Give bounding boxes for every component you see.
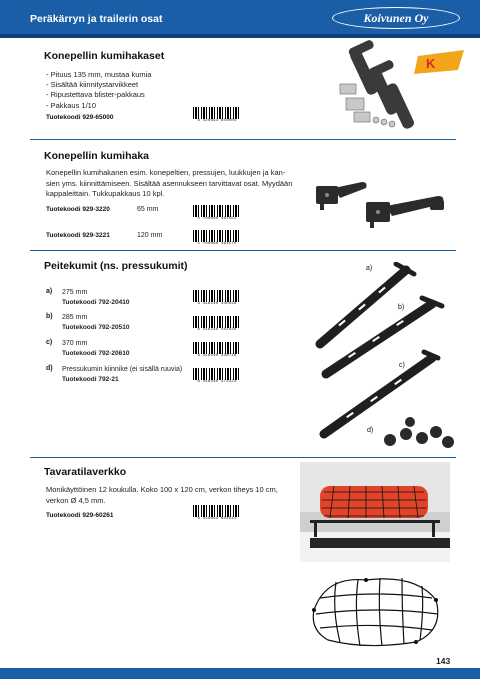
product-size: 120 mm [137, 232, 163, 239]
barcode-digits: 5 700660 461575 [197, 242, 237, 246]
catalog-section-title: Peräkärryn ja trailerin osat [30, 13, 163, 25]
barcode [190, 505, 244, 522]
product-code: Tuotekoodi 929-60261 [46, 512, 114, 519]
barcode-digits: 6 416240 462026 [197, 328, 237, 332]
product-code: Tuotekoodi 792-20510 [62, 323, 130, 331]
section-title-tarp-straps: Peitekumit (ns. pressukumit) [44, 260, 188, 272]
barcode [190, 316, 244, 333]
spec-item: - Sisältää kiinnitystarvikkeet [46, 80, 139, 90]
section-title-hood-latches: Konepellin kumihakaset [44, 50, 165, 62]
section-divider [30, 457, 456, 458]
product-code: Tuotekoodi 929-3221 [46, 232, 110, 239]
header-stripe [0, 34, 480, 38]
item-length: 370 mm [62, 340, 88, 347]
page-number: 143 [436, 656, 451, 666]
item-letter: b) [46, 313, 53, 320]
barcode-digits: 6 416240 336719 [197, 354, 237, 358]
barcode-digits: 6 420693 602614 [197, 517, 237, 521]
description-line: verkon Ø 4,5 mm. [46, 495, 106, 505]
item-description: Pressukumin kiinnike (ei sisällä ruuvia) [62, 366, 183, 373]
brand-badge-text: K [426, 56, 436, 71]
image-label: d) [367, 427, 374, 434]
product-item [62, 288, 129, 307]
product-item [62, 313, 129, 332]
barcode-digits: 6 416240 473323 [197, 380, 237, 384]
spec-item: - Ripustettava blister-pakkaus [46, 90, 145, 100]
item-length: 275 mm [62, 289, 88, 296]
barcode [190, 290, 244, 307]
image-label: a) [366, 265, 373, 272]
product-code: Tuotekoodi 792-20410 [62, 298, 130, 306]
product-size: 65 mm [137, 206, 159, 213]
barcode [190, 368, 244, 385]
product-code: Tuotekoodi 929-65000 [46, 114, 114, 121]
item-letter: d) [46, 365, 53, 372]
product-description [46, 485, 278, 506]
spec-item: - Pituus 135 mm, mustaa kumia [46, 70, 152, 79]
barcode-digits: 5 700660 461551 [197, 217, 237, 221]
barcode [190, 205, 244, 222]
section-title-hood-latch: Konepellin kumihaka [44, 150, 150, 162]
spec-list [46, 70, 151, 111]
description-line: Konepellin kumihakanen esim. konepeltien, pressujen, luukkujen ja kan- [46, 168, 286, 177]
description-line: sien yms. kiinnittämiseen. Sisältää asennukseen tarvittavat osat. Myydään [46, 178, 293, 188]
item-length: 285 mm [62, 314, 88, 321]
product-code: Tuotekoodi 929-3220 [46, 206, 110, 213]
product-description [46, 168, 292, 200]
brand-badge [414, 50, 464, 74]
description-line: Monikäyttöinen 12 koukulla. Koko 100 x 120 cm, verkon tiheys 10 cm, [46, 485, 278, 494]
section-title-cargo-net: Tavaratilaverkko [44, 466, 127, 478]
item-letter: c) [46, 339, 53, 346]
barcode [190, 107, 244, 124]
barcode [190, 230, 244, 247]
product-item [62, 339, 129, 358]
logo-text: Koivunen Oy [363, 11, 429, 25]
product-item [62, 365, 182, 384]
spec-item: - Pakkaus 1/10 [46, 100, 97, 110]
product-code: Tuotekoodi 792-20610 [62, 349, 130, 357]
tarp-straps-image [310, 262, 470, 452]
cargo-net-image [306, 570, 446, 650]
cargo-net-on-roof-image [300, 462, 450, 562]
barcode-digits: 6 416240 445029 [197, 302, 237, 306]
barcode [190, 342, 244, 359]
image-label: b) [398, 304, 405, 311]
product-code: Tuotekoodi 792-21 [62, 375, 119, 383]
image-label: c) [399, 362, 405, 369]
page-footer-bar [0, 668, 480, 679]
section-divider [30, 139, 456, 140]
item-letter: a) [46, 288, 53, 295]
hood-latch-kit-image [318, 40, 468, 140]
company-logo [332, 7, 460, 29]
rubber-hood-latch-image [310, 172, 460, 232]
barcode-digits: 6 420693 650004 [197, 119, 237, 123]
page-header [0, 0, 480, 34]
section-divider [30, 250, 456, 251]
description-line: kappaleittain. Tukkupakkaus 10 kpl. [46, 189, 165, 198]
